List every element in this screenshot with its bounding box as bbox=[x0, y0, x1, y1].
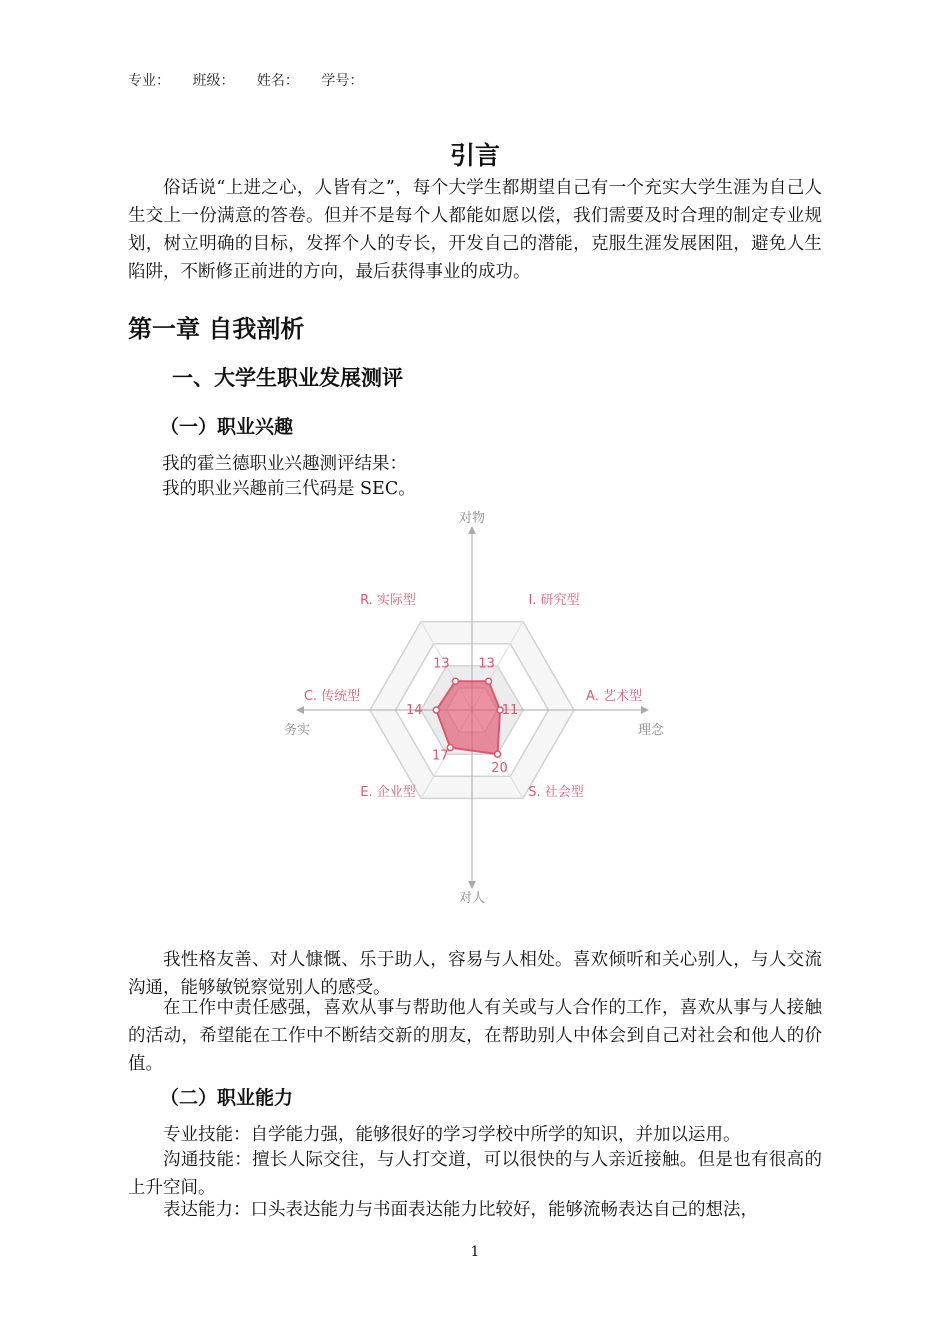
value-label-2: 11 bbox=[501, 703, 519, 718]
code-result-line: 我的职业兴趣前三代码是 SEC。 bbox=[162, 479, 416, 499]
intro-paragraph: 俗话说“上进之心，人皆有之”，每个大学生都期望自己有一个充实大学生涯为自己人生交上一份满意的答卷。但并不是每个人都能如愿以偿，我们需要及时合理的制定专业规划，树立明确的目标，发挥个人的专长，开发自己的潜能，克服生涯发展困阻，避免人生陷阱，不断修正前进的方向，最后获得事业的成功。 bbox=[128, 178, 822, 282]
value-label-1: 13 bbox=[478, 656, 495, 672]
test-result-line: 我的霍兰德职业兴趣测评结果： bbox=[162, 454, 407, 474]
category-label-1: I. 研究型 bbox=[528, 593, 580, 608]
intro-title: 引言 bbox=[449, 141, 500, 170]
axis-label-left: 务实 bbox=[284, 723, 311, 738]
data-point-1 bbox=[486, 678, 492, 684]
data-point-5 bbox=[433, 707, 439, 713]
page-number: 1 bbox=[470, 1244, 480, 1260]
data-point-3 bbox=[495, 751, 501, 757]
value-label-4: 17 bbox=[432, 748, 449, 764]
value-label-3: 20 bbox=[491, 761, 508, 777]
data-point-0 bbox=[452, 678, 458, 684]
student-info-header bbox=[128, 70, 381, 90]
student-id-label: 学号： bbox=[321, 73, 364, 89]
value-label-5: 14 bbox=[406, 703, 423, 718]
axis-label-bottom: 对人 bbox=[458, 891, 486, 906]
subsection-ability-title: （二）职业能力 bbox=[160, 1087, 294, 1109]
expression-skill-paragraph: 表达能力：口头表达能力与书面表达能力比较好，能够流畅表达自己的想法， bbox=[163, 1200, 758, 1220]
chapter-title: 第一章 自我剖析 bbox=[128, 315, 305, 343]
category-label-4: E. 企业型 bbox=[360, 785, 416, 800]
axis-label-right: 理念 bbox=[637, 723, 664, 738]
value-label-0: 13 bbox=[433, 656, 450, 672]
category-label-0: R. 实际型 bbox=[360, 593, 416, 608]
name-label: 姓名： bbox=[256, 73, 299, 89]
section-title: 一、大学生职业发展测评 bbox=[172, 366, 403, 390]
holland-radar-chart bbox=[270, 500, 680, 910]
professional-skill-paragraph: 专业技能：自学能力强，能够很好的学习学校中所学的知识，并加以运用。 bbox=[163, 1125, 741, 1145]
axis-label-top: 对物 bbox=[458, 511, 486, 526]
category-label-2: A. 艺术型 bbox=[586, 689, 642, 704]
class-label: 班级： bbox=[192, 73, 235, 89]
communication-skill-paragraph: 沟通技能：擅长人际交往，与人打交道，可以很快的与人亲近接触。但是也有很高的上升空间。 bbox=[128, 1150, 822, 1198]
personality-paragraph: 我性格友善、对人慷慨、乐于助人，容易与人相处。喜欢倾听和关心别人，与人交流沟通，能够敏锐察觉别人的感受。 bbox=[128, 950, 822, 998]
category-label-3: S. 社会型 bbox=[528, 785, 584, 800]
category-label-5: C. 传统型 bbox=[303, 689, 361, 704]
subsection-interest-title: （一）职业兴趣 bbox=[160, 416, 294, 438]
major-label: 专业： bbox=[128, 73, 170, 89]
work-paragraph: 在工作中责任感强，喜欢从事与帮助他人有关或与人合作的工作，喜欢从事与人接触的活动，希望能在工作中不断结交新的朋友，在帮助别人中体会到自己对社会和他人的价值。 bbox=[128, 998, 822, 1074]
